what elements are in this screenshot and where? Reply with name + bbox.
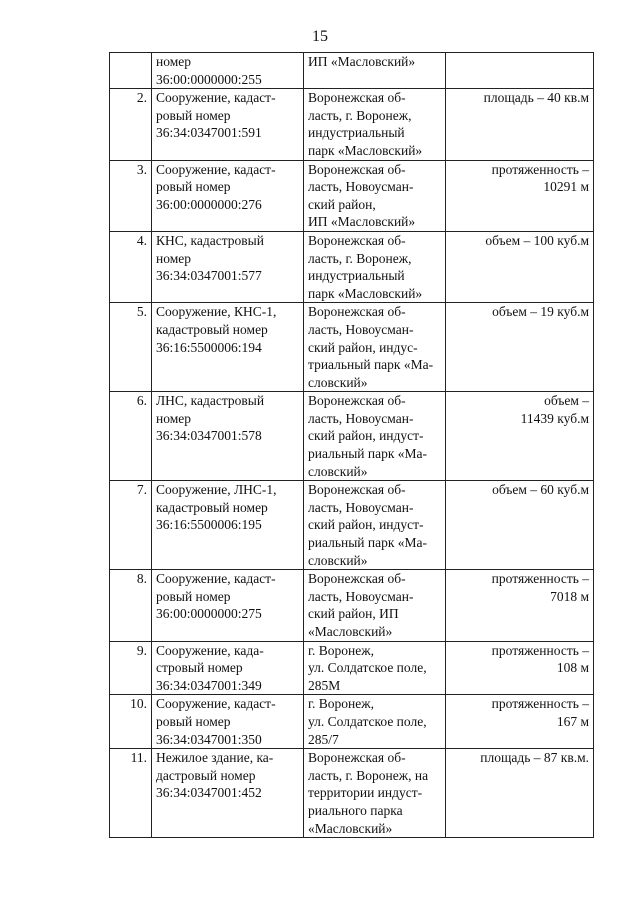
object-parameter-line: 167 м (556, 713, 589, 729)
object-parameter (446, 89, 594, 160)
object-address-line: ласть, Новоусман- (308, 499, 414, 515)
object-name-line: кадастровый номер (156, 499, 268, 515)
row-number: 7. (110, 481, 152, 570)
object-name (152, 303, 304, 392)
object-address-line: словский» (308, 374, 368, 390)
object-address (304, 481, 446, 570)
object-address-line: 285М (308, 677, 341, 693)
object-address-line: словский» (308, 463, 368, 479)
object-parameter-line: объем – 100 куб.м (485, 232, 589, 248)
object-name-line: КНС, кадастровый (156, 232, 264, 248)
object-name (152, 570, 304, 641)
object-name-line: Сооружение, кадаст- (156, 161, 276, 177)
object-name (152, 695, 304, 749)
table-row (110, 160, 594, 231)
object-address (304, 695, 446, 749)
object-name-line: ровый номер (156, 588, 231, 604)
object-name-line: 36:00:0000000:255 (156, 71, 262, 87)
object-parameter (446, 695, 594, 749)
row-number: 5. (110, 303, 152, 392)
object-name-line: ЛНС, кадастровый (156, 393, 265, 409)
object-name-line: дастровый номер (156, 767, 256, 783)
object-name-line: 36:34:0347001:452 (156, 785, 262, 801)
object-name-line: 36:16:5500006:194 (156, 339, 262, 355)
object-address-line: ский район, индуст- (308, 517, 424, 533)
object-name-line: Нежилое здание, ка- (156, 750, 274, 766)
object-address (304, 53, 446, 89)
object-name-line: номер (156, 250, 192, 266)
table-row (110, 695, 594, 749)
object-address-line: парк «Масловский» (308, 285, 423, 301)
object-address-line: Воронежская об- (308, 750, 406, 766)
object-parameter-line: объем – 60 куб.м (492, 482, 589, 498)
object-parameter-line: площадь – 87 кв.м. (480, 750, 589, 766)
object-address-line: 285/7 (308, 731, 339, 747)
object-name (152, 481, 304, 570)
object-parameter (446, 570, 594, 641)
table-row (110, 749, 594, 838)
object-address-line: Воронежская об- (308, 304, 406, 320)
row-number: 2. (110, 89, 152, 160)
page-number: 15 (312, 28, 328, 45)
object-name-line: 36:34:0347001:591 (156, 125, 262, 141)
row-number: 9. (110, 641, 152, 695)
object-address-line: ласть, Новоусман- (308, 179, 414, 195)
object-name-line: ровый номер (156, 713, 231, 729)
object-name-line: 36:00:0000000:275 (156, 606, 262, 622)
table-row (110, 570, 594, 641)
object-address (304, 392, 446, 481)
object-address (304, 89, 446, 160)
object-name-line: Сооружение, када- (156, 642, 264, 658)
object-parameter (446, 481, 594, 570)
object-address-line: ул. Солдатское поле, (308, 660, 427, 676)
table-row (110, 641, 594, 695)
row-number (110, 53, 152, 89)
object-address (304, 570, 446, 641)
object-parameter-line: объем – (544, 393, 589, 409)
object-name (152, 160, 304, 231)
object-parameter-line: 10291 м (543, 179, 589, 195)
object-address (304, 303, 446, 392)
object-parameter-line: объем – 19 куб.м (492, 304, 589, 320)
table-body (110, 53, 594, 838)
object-address-line: индустриальный (308, 125, 405, 141)
object-name-line: 36:34:0347001:577 (156, 268, 262, 284)
object-address-line: «Масловский» (308, 820, 393, 836)
object-address-line: г. Воронеж, (308, 642, 374, 658)
object-name (152, 89, 304, 160)
table-row (110, 231, 594, 302)
object-address-line: риальный парк «Ма- (308, 446, 428, 462)
object-name-line: Сооружение, кадаст- (156, 571, 276, 587)
object-name-line: Сооружение, кадаст- (156, 90, 276, 106)
object-address-line: ский район, ИП (308, 606, 399, 622)
object-name-line: Сооружение, ЛНС-1, (156, 482, 277, 498)
table-row (110, 481, 594, 570)
row-number: 4. (110, 231, 152, 302)
object-address (304, 231, 446, 302)
object-parameter-line: площадь – 40 кв.м (483, 90, 589, 106)
object-address (304, 160, 446, 231)
object-address-line: «Масловский» (308, 624, 393, 639)
object-name-line: ровый номер (156, 179, 231, 195)
row-number: 6. (110, 392, 152, 481)
table-row (110, 303, 594, 392)
object-name-line: 36:16:5500006:195 (156, 517, 262, 533)
row-number: 10. (110, 695, 152, 749)
object-address-line: риального парка (308, 802, 403, 818)
object-name-line: 36:34:0347001:349 (156, 677, 262, 693)
object-parameter (446, 749, 594, 838)
object-parameter-line: 7018 м (550, 588, 589, 604)
object-name-line: 36:00:0000000:276 (156, 196, 262, 212)
object-parameter (446, 231, 594, 302)
object-name-line: ровый номер (156, 107, 231, 123)
object-address-line: Воронежская об- (308, 393, 406, 409)
object-parameter-line: 108 м (556, 660, 589, 676)
object-name-line: стровый номер (156, 660, 243, 676)
object-address-line: триальный парк «Ма- (308, 357, 434, 373)
row-number: 11. (110, 749, 152, 838)
object-parameter (446, 392, 594, 481)
object-parameter (446, 160, 594, 231)
object-parameter-line: протяженность – (491, 161, 589, 177)
object-address-line: ский район, (308, 196, 376, 212)
object-address-line: словский» (308, 552, 368, 568)
object-address-line: г. Воронеж, (308, 696, 374, 712)
object-name (152, 392, 304, 481)
row-number: 3. (110, 160, 152, 231)
object-name-line: кадастровый номер (156, 321, 268, 337)
object-parameter (446, 53, 594, 89)
object-name-line: номер (156, 410, 192, 426)
row-number: 8. (110, 570, 152, 641)
object-address-line: Воронежская об- (308, 90, 406, 106)
object-name-line: Сооружение, КНС-1, (156, 304, 277, 320)
object-address-line: ИП «Масловский» (308, 54, 416, 69)
object-address-line: Воронежская об- (308, 571, 406, 587)
object-parameter-line: протяженность – (491, 571, 589, 587)
object-name-line: 36:34:0347001:578 (156, 428, 262, 444)
object-address-line: ласть, Новоусман- (308, 321, 414, 337)
object-address-line: ласть, г. Воронеж, (308, 107, 412, 123)
object-name (152, 749, 304, 838)
object-name (152, 641, 304, 695)
object-address-line: ласть, Новоусман- (308, 410, 414, 426)
object-name (152, 53, 304, 89)
object-address-line: ул. Солдатское поле, (308, 713, 427, 729)
object-parameter-line: протяженность – (491, 642, 589, 658)
object-address-line: Воронежская об- (308, 482, 406, 498)
object-address-line: ласть, г. Воронеж, (308, 250, 412, 266)
object-name (152, 231, 304, 302)
object-parameter-line: протяженность – (491, 696, 589, 712)
object-address-line: ский район, индус- (308, 339, 418, 355)
table-row (110, 53, 594, 89)
object-address-line: индустриальный (308, 268, 405, 284)
object-address-line: ИП «Масловский» (308, 214, 416, 230)
object-address-line: ский район, индуст- (308, 428, 424, 444)
object-address-line: парк «Масловский» (308, 142, 423, 158)
table-row (110, 392, 594, 481)
object-name-line: 36:34:0347001:350 (156, 731, 262, 747)
object-address-line: ласть, Новоусман- (308, 588, 414, 604)
object-address-line: риальный парк «Ма- (308, 535, 428, 551)
object-address-line: Воронежская об- (308, 161, 406, 177)
object-parameter (446, 641, 594, 695)
object-parameter-line: 11439 куб.м (520, 410, 589, 426)
table-row (110, 89, 594, 160)
object-name-line: номер (156, 54, 192, 69)
object-address-line: Воронежская об- (308, 232, 406, 248)
object-address-line: ласть, г. Воронеж, на (308, 767, 429, 783)
object-name-line: Сооружение, кадаст- (156, 696, 276, 712)
object-address (304, 641, 446, 695)
property-table (109, 52, 594, 838)
object-parameter (446, 303, 594, 392)
object-address-line: территории индуст- (308, 785, 423, 801)
object-address (304, 749, 446, 838)
